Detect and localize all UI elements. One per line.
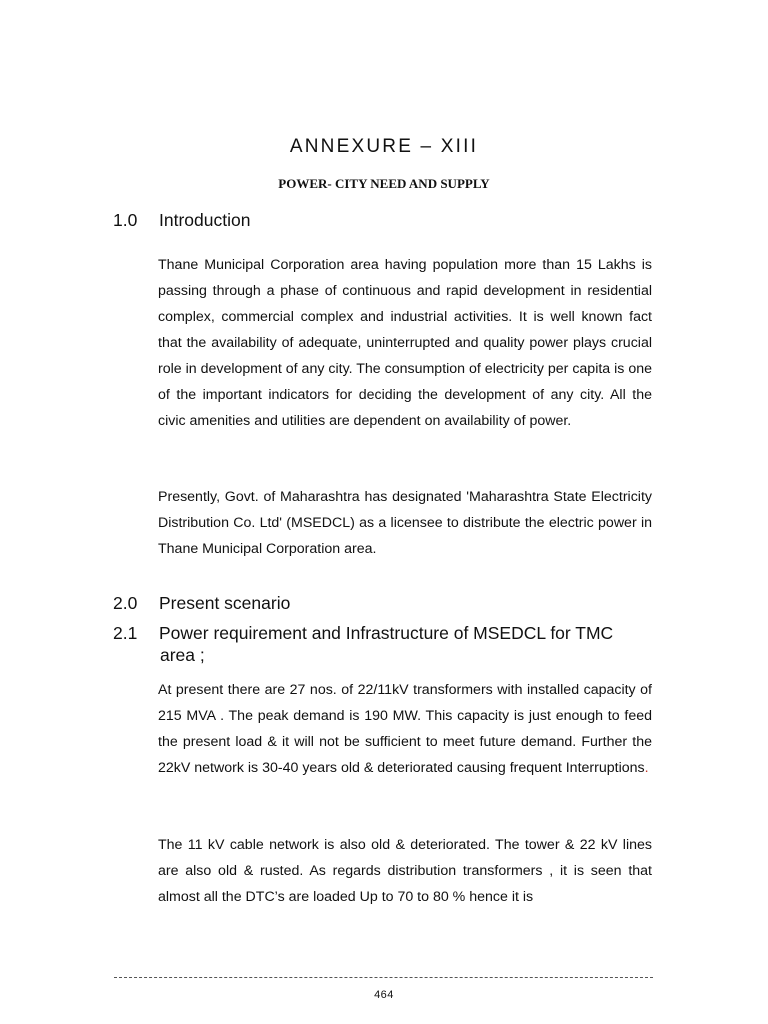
- section-heading-present-scenario: [113, 592, 290, 614]
- section-heading-power-requirement: [113, 622, 613, 666]
- section-number: 2.1: [113, 623, 138, 643]
- section-number: 1.0: [113, 210, 138, 230]
- section-heading-introduction: [113, 209, 250, 231]
- annexure-title: ANNEXURE – XIII: [289, 136, 479, 157]
- section-title: Introduction: [159, 210, 251, 230]
- section-title-line-2: area ;: [160, 645, 205, 665]
- intro-paragraph-2: Presently, Govt. of Maharashtra has designated 'Maharashtra State Electricity Distribution Co. Ltd' (MSEDCL) as a licensee to distribute the electric power in Thane Municipal Corporation area.: [158, 489, 652, 557]
- red-period-mark: .: [644, 760, 649, 776]
- section-title: Present scenario: [159, 593, 291, 613]
- scenario-paragraph-1: [158, 677, 652, 781]
- scenario-paragraph-2: The 11 kV cable network is also old & deteriorated. The tower & 22 kV lines are also old & rusted. As regards distribution transformers , it is seen that almost all the DTC’s are loaded Up to 70 to 80 % hence it is: [158, 837, 652, 905]
- section-number: 2.0: [113, 593, 138, 613]
- scenario-paragraph-1-text: At present there are 27 nos. of 22/11kV transformers with installed capacity of 215 MVA . The peak demand is 190 MW. This capacity is just enough to feed the present load & it will not be sufficient to meet future demand. Further the 22kV network is 30-40 years old & deteriorated causing frequent Interruptions: [158, 682, 652, 776]
- section-title-line-1: Power requirement and Infrastructure of MSEDCL for TMC: [159, 623, 614, 643]
- page-number: 464: [374, 989, 394, 1001]
- document-subtitle: POWER- CITY NEED AND SUPPLY: [278, 176, 490, 191]
- footer-divider: [114, 977, 653, 978]
- intro-paragraph-1: Thane Municipal Corporation area having population more than 15 Lakhs is passing through a phase of continuous and rapid development in residential complex, commercial complex and industrial activities. It is well known fact that the availability of adequate, uninterrupted and quality power plays crucial role in development of any city. The consumption of electricity per capita is one of the important indicators for deciding the development of any city. All the civic amenities and utilities are dependent on availability of power.: [158, 257, 652, 429]
